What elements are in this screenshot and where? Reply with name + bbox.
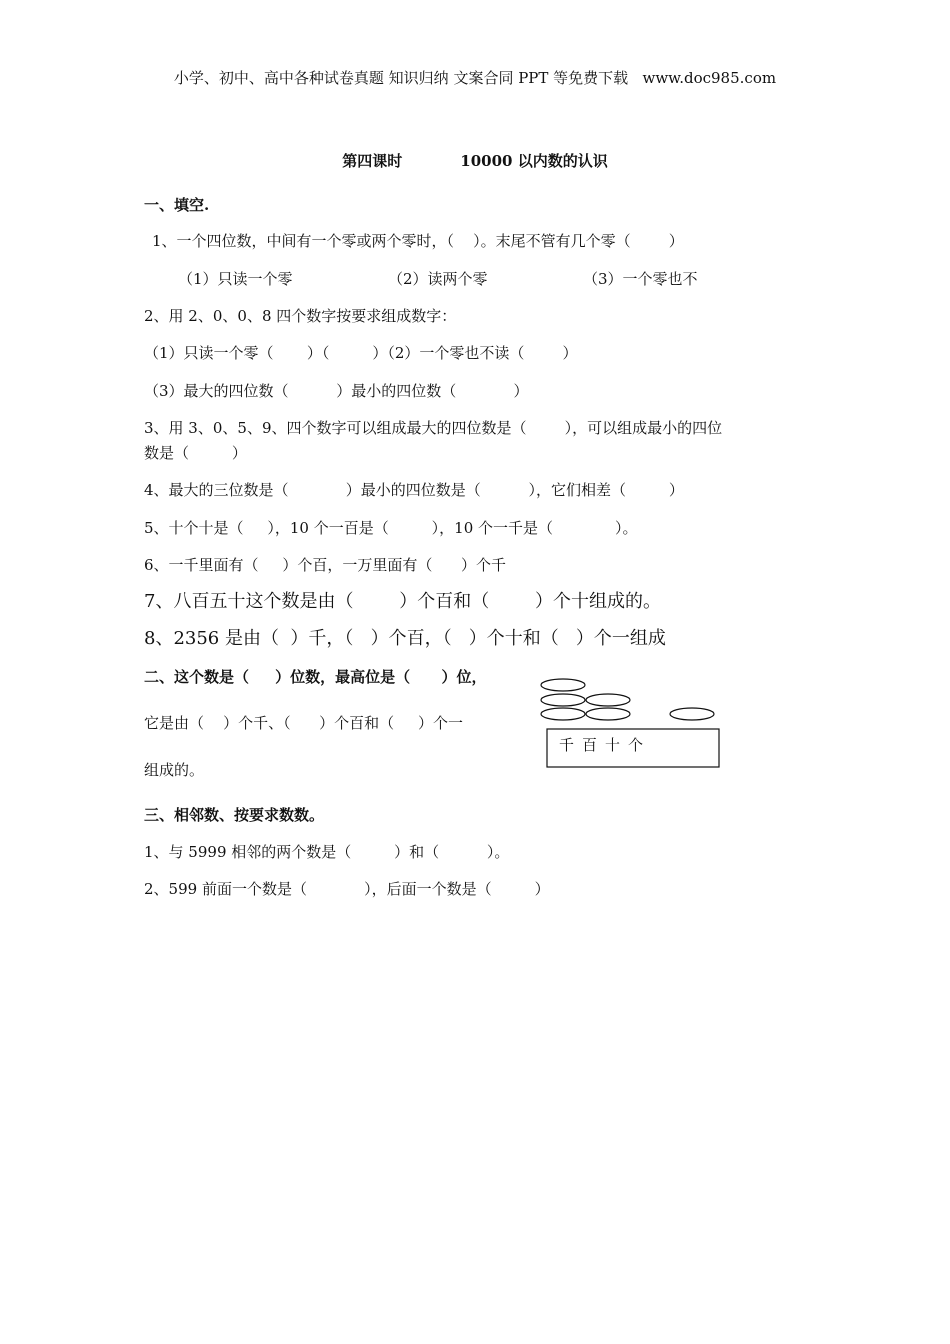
question-1-1-option-3: （3）一个零也不 [583, 270, 698, 288]
question-1-6: 6、一千里面有（ ）个百，一万里面有（ ）个千 [144, 556, 506, 574]
question-3-1: 1、与 5999 相邻的两个数是（ ）和（ ）。 [144, 843, 510, 861]
abacus-bead-thousands-2 [541, 694, 585, 706]
section2-line-3: 组成的。 [144, 761, 205, 779]
question-1-2: 2、用 2、0、0、8 四个数字按要求组成数字： [144, 307, 457, 325]
abacus-label-tens: 十 [605, 736, 621, 754]
question-3-2: 2、599 前面一个数是（ ），后面一个数是（ ） [144, 880, 550, 898]
abacus-diagram [535, 674, 725, 774]
question-1-3-line-1: 3、用 3、0、5、9、四个数字可以组成最大的四位数是（ ），可以组成最小的四位 [144, 419, 723, 437]
abacus-label-hundreds: 百 [582, 736, 598, 754]
abacus-bead-hundreds-1 [586, 694, 630, 706]
section2-text-1: 二、这个数是（ ）位数，最高位是（ ）位， [144, 668, 487, 686]
lesson-topic: 10000 以内数的认识 [460, 152, 608, 170]
lesson-title [0, 150, 950, 171]
abacus-graphic [535, 674, 725, 774]
abacus-label-ones: 个 [628, 736, 644, 754]
abacus-place-labels [559, 734, 651, 755]
question-1-7: 7、八百五十这个数是由（ ）个百和（ ）个十组成的。 [144, 591, 661, 612]
abacus-bead-thousands-1 [541, 679, 585, 691]
abacus-bead-hundreds-2 [586, 708, 630, 720]
page-header: 小学、初中、高中各种试卷真题 知识归纳 文案合同 PPT 等免费下载 www.doc985.com [173, 69, 777, 87]
question-1-8: 8、2356 是由（ ）千，（ ）个百，（ ）个十和（ ）个一组成 [144, 628, 666, 649]
question-1-3-line-2: 数是（ ） [144, 444, 247, 462]
section3-heading: 三、相邻数、按要求数数。 [144, 806, 325, 824]
abacus-label-thousands: 千 [559, 736, 575, 754]
question-1-1-option-1: （1）只读一个零 [178, 270, 293, 288]
abacus-bead-thousands-3 [541, 708, 585, 720]
lesson-number: 第四课时 [342, 152, 403, 170]
question-1-2-b: （3）最大的四位数（ ）最小的四位数（ ） [144, 382, 529, 400]
question-1-4: 4、最大的三位数是（ ）最小的四位数是（ ），它们相差（ ） [144, 481, 684, 499]
section1-heading: 一、填空. [144, 196, 210, 214]
question-1-1: 1、一个四位数，中间有一个零或两个零时，（ ）。末尾不管有几个零（ ） [152, 232, 684, 250]
question-1-5: 5、十个十是（ ），10 个一百是（ ），10 个一千是（ ）。 [144, 519, 638, 537]
section2-line-1 [144, 668, 486, 686]
abacus-bead-ones-1 [670, 708, 714, 720]
section2-line-2: 它是由（ ）个千、（ ）个百和（ ）个一 [144, 714, 464, 732]
question-1-2-a: （1）只读一个零（ ）（ ）（2）一个零也不读（ ） [144, 344, 578, 362]
question-1-1-option-2: （2）读两个零 [388, 270, 488, 288]
